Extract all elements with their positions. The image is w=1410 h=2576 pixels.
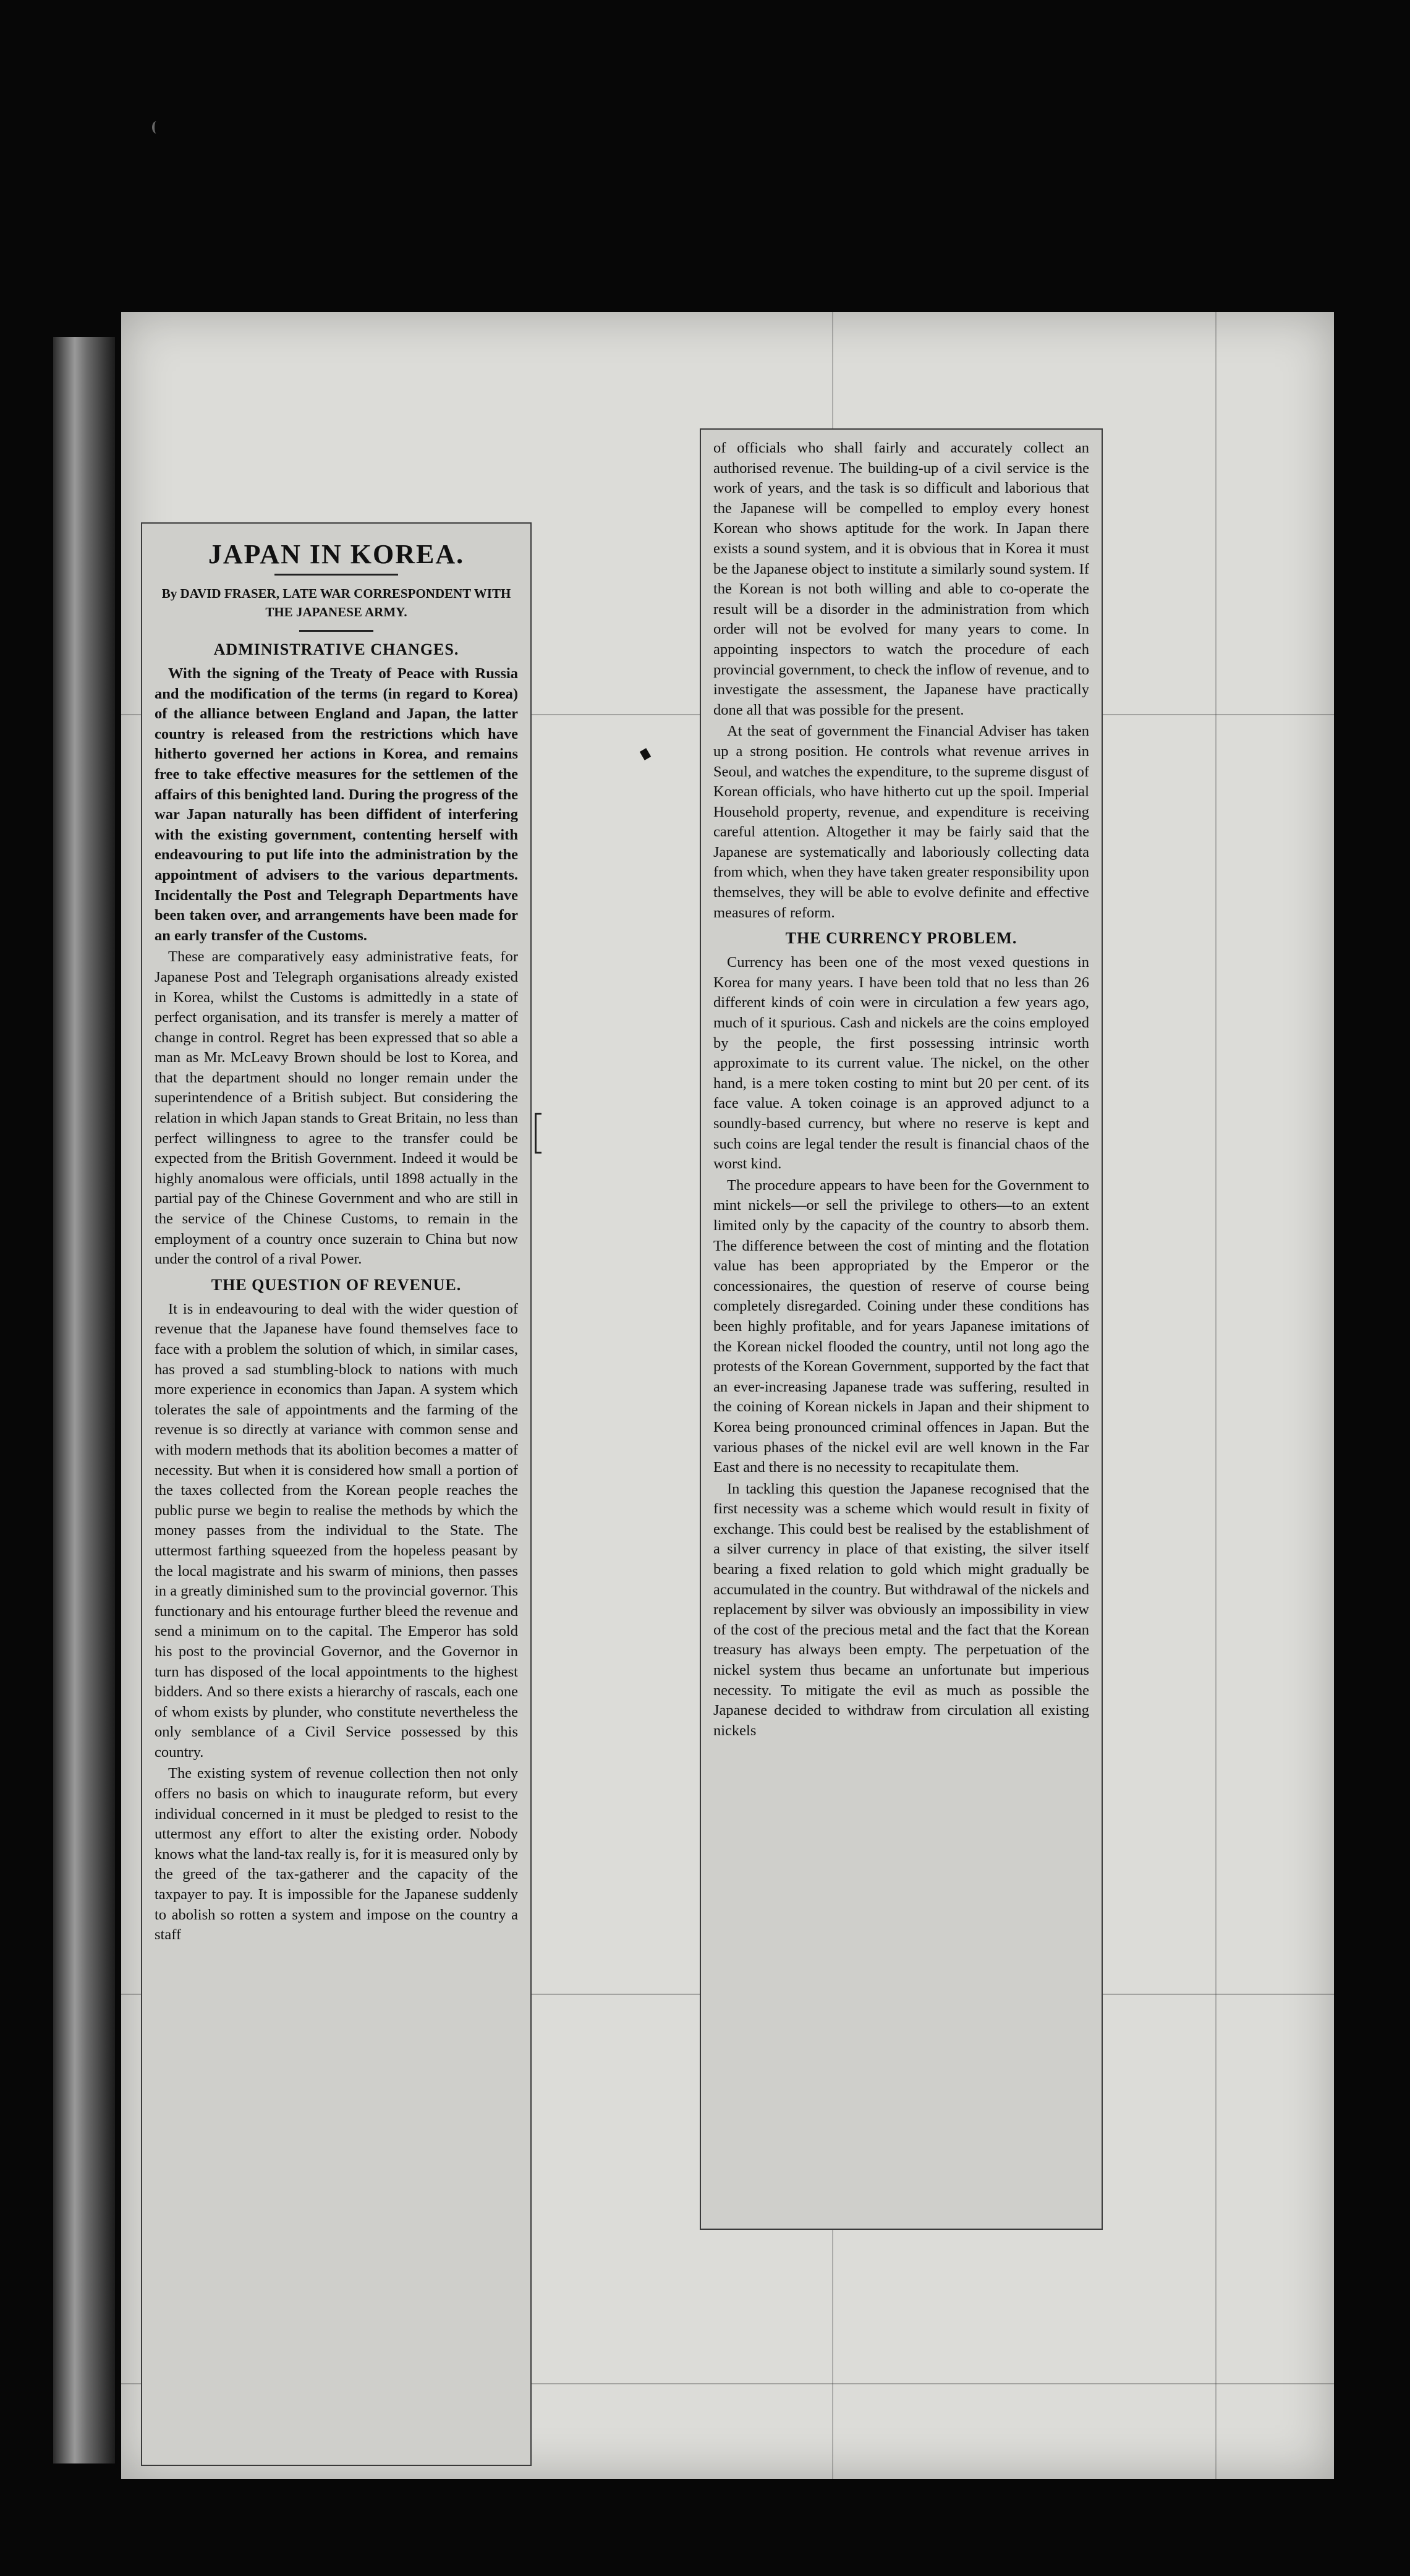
margin-bracket bbox=[535, 1113, 541, 1154]
section-heading: THE CURRENCY PROBLEM. bbox=[785, 929, 1017, 948]
article-paragraph: The existing system of revenue collection then not only offers no basis on which to inaugurate reform, but every individual concerned in it must be pledged to resist to the uttermost any effort to alter the existing order. Nobody knows what the land-tax really is, for it is measured only by the greed of the tax-gatherer and the capacity of the taxpayer to pay. It is impossible for the Japanese suddenly to abolish so rotten a system and impose on the country a staff bbox=[155, 1765, 518, 1944]
byline-rule bbox=[299, 630, 373, 632]
microfilm-edge-strip bbox=[53, 337, 115, 2463]
film-scratch-mark bbox=[152, 121, 161, 134]
headline-rule bbox=[274, 574, 398, 576]
article-paragraph: With the signing of the Treaty of Peace with Russia and the modification of the terms (in regard to Korea) of the alliance between England and Japan, the latter country is released from the restrictions which have hitherto governed her actions in Korea, and remains free to take effective measures for the settlemen of the affairs of this benighted land. During the progress of the war Japan naturally has been diffident of interfering with the existing government, contenting herself with endeavouring to put life into the administration by the appointment of advisers to the various departments. Incidentally the Post and Telegraph Departments have been taken over, and arrangements have been made for an early transfer of the Customs. bbox=[155, 665, 518, 944]
section-heading: ADMINISTRATIVE CHANGES. bbox=[213, 640, 459, 658]
article-paragraph: The procedure appears to have been for the Government to mint nickels—or sell the privilege to others—to an extent limited only by the capacity of the country to absorb them. The difference between the cost of minting and the flotation value has been appropriated by the Emperor or the concessionaires, the question of reserve of course being completely disregarded. Coining under these conditions has been highly profitable, and for years Japanese imitations of the Korean nickel flooded the country, until not long ago the protests of the Korean Government, supported by the fact that an ever-increasing Japanese trade was suffering, resulted in the coining of Korean nickels in Japan and their shipment to Korea being pronounced criminal offences in Japan. But the various phases of the nickel evil are well known in the Far East and there is no necessity to recapitulate them. bbox=[713, 1176, 1089, 1476]
article-headline: JAPAN IN KOREA. bbox=[208, 539, 465, 569]
article-paragraph: of officials who shall fairly and accurately collect an authorised revenue. The building-up of a civil service is the work of years, and the task is so difficult and laborious that the Japanese will be compelled to employ every honest Korean who shows aptitude for the work. In Japan there exists a sound system, and it is obvious that in Korea it must be the Japanese object to institute a similarly sound system. If the Korean is not both willing and able to co-operate the result will be a disorder in the administration from which order will not be evolved for many years to come. In appointing inspectors to watch the procedure of each provincial government, to check the inflow of revenue, and to investigate the assessment, the Japanese have practically done all that was possible for the present. bbox=[713, 440, 1089, 718]
byline-author: By DAVID FRASER, bbox=[161, 586, 280, 601]
article-paragraph: It is in endeavouring to deal with the wider question of revenue that the Japanese have found themselves face to face with a problem the solution of which, in similar cases, has proved a sad stumbling-block to nations with much more experience in economics than Japan. A system which tolerates the sale of appointments and the farming of the revenue is so directly at variance with common sense and with modern methods that its abolition becomes a matter of necessity. But when it is considered how small a portion of the taxes collected from the Korean people reaches the public purse we begin to realise the methods by which the money passes from the individual to the State. The uttermost farthing squeezed from the hopeless peasant by the local magistrate and his swarm of minions, then passes in a greatly diminished sum to the provincial governor. This functionary and his entourage further bleed the revenue and send a minimum on to the capital. The Emperor has sold his post to the provincial Governor, and the Governor in turn has disposed of the local appointments to the highest bidders. And so there exists a hierarchy of rascals, each one of whom exists by plunder, who constitute nevertheless the only semblance of a Civil Service possessed by this country. bbox=[155, 1300, 518, 1761]
article-paragraph: These are comparatively easy administrative feats, for Japanese Post and Telegraph organisations already existed in Korea, whilst the Customs is admittedly in a state of perfect organisation, and its transfer is merely a matter of change in control. Regret has been expressed that so able a man as Mr. McLeavy Brown should be lost to Korea, and that the department should no longer remain under the superintendence of a British subject. But considering the relation in which Japan stands to Great Britain, no less than perfect willingness to agree to the transfer could be expected from the British Government. Indeed it would be highly anomalous were officials, until 1898 actually in the partial pay of the Chinese Government and who are still in the service of the Chinese Customs, to remain in the employment of a country once suzerain to China but now under the control of a rival Power. bbox=[155, 948, 518, 1268]
article-byline bbox=[155, 584, 518, 621]
byline-role: LATE WAR CORRESPONDENT WITH THE JAPANESE ARMY. bbox=[265, 586, 511, 619]
section-heading: THE QUESTION OF REVENUE. bbox=[211, 1275, 462, 1294]
scan-line bbox=[1215, 312, 1217, 2479]
article-paragraph: Currency has been one of the most vexed questions in Korea for many years. I have been told that no less than 26 different kinds of coin were in circulation a few years ago, much of it spurious. Cash and nickels are the coins employed by the people, the first possessing intrinsic worth approximate to its current value. The nickel, on the other hand, is a mere token costing to mint but 20 per cent. of its face value. A token coinage is an approved adjunct to a soundly-based currency, but where no reserve is kept and such coins are legal tender the result is financial chaos of the worst kind. bbox=[713, 954, 1089, 1173]
article-column-left bbox=[141, 522, 532, 2466]
article-paragraph: At the seat of government the Financial Adviser has taken up a strong position. He controls what revenue arrives in Seoul, and watches the expenditure, to the supreme disgust of Korean officials, who have hitherto cut up the spoil. Imperial Household property, revenue, and expenditure is receiving careful attention. Altogether it may be fairly said that the Japanese are systematically and laboriously collecting data from which, when they have taken greater responsibility upon themselves, they will be able to evolve definite and effective measures of reform. bbox=[713, 723, 1089, 921]
article-column-right bbox=[700, 428, 1103, 2230]
article-paragraph: In tackling this question the Japanese recognised that the first necessity was a scheme which would result in fixity of exchange. This could best be realised by the establishment of a silver currency in place of that existing, the silver itself bearing a fixed relation to gold which might gradually be accumulated in the country. But withdrawal of the nickels and replacement by silver was obviously an impossibility in view of the cost of the precious metal and the fact that the Korean treasury has always been empty. The perpetuation of the nickel system thus became an unfortunate but imperious necessity. To mitigate the evil as much as possible the Japanese decided to withdraw from circulation all existing nickels bbox=[713, 1480, 1090, 1739]
